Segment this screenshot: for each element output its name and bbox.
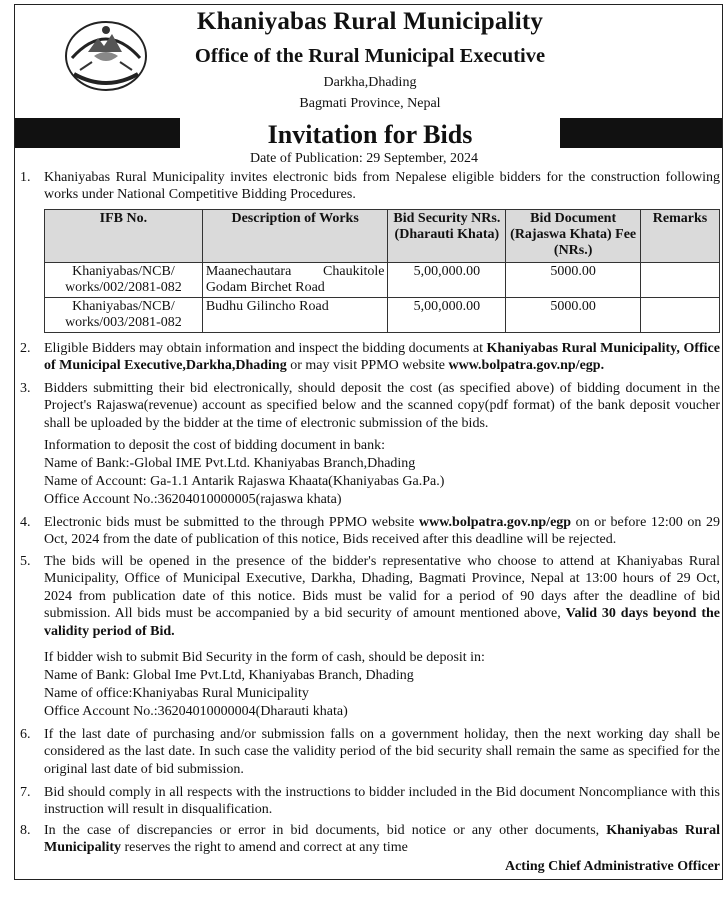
- office-title: Office of the Rural Municipal Executive: [194, 45, 546, 67]
- bids-table: [44, 209, 720, 333]
- clause-text: Khaniyabas Rural Municipality invites electronic bids from Nepalese eligible bidders for the construction following works under National Competitive Bidding Procedures.: [44, 170, 720, 203]
- remarks: [641, 263, 720, 298]
- document-fee: 5000.00: [506, 298, 641, 333]
- clause-text-bold: Khaniyabas Rural Municipality, Office of Municipal Executive,Darkha,Dhading: [44, 341, 720, 374]
- clause-text-part: or may visit PPMO website: [286, 358, 449, 374]
- col-ifb-no: IFB No.: [45, 210, 203, 263]
- ifb-number: Khaniyabas/NCB/ works/003/2081-082: [45, 298, 203, 333]
- cash-deposit-heading: If bidder wish to submit Bid Security in the form of cash, should be deposit in:: [44, 650, 485, 665]
- province-line: Bagmati Province, Nepal: [299, 96, 441, 111]
- clause-text-part: Eligible Bidders may obtain information and inspect the bidding documents at: [44, 341, 487, 356]
- clause-text: If the last date of purchasing and/or submission falls on a government holiday, then the next working day shall be considered as the last date. In such case the validity period of the bid security shall remain the same as specified for the original last date of bid submission.: [44, 727, 720, 777]
- clause-text-part: on or before 12:00 on 29 Oct, 2024 from the date of publication of this notice, Bids received after this deadline will be rejected.: [44, 515, 720, 548]
- clause-number: 8.: [20, 823, 31, 838]
- col-bid-document-fee: Bid Document (Rajaswa Khata) Fee (NRs.): [506, 210, 641, 263]
- bank-name: Name of Bank:-Global IME Pvt.Ltd. Khaniyabas Branch,Dhading: [44, 456, 416, 471]
- clause-text: [44, 514, 720, 549]
- remarks: [641, 298, 720, 333]
- work-description: Budhu Gilincho Road: [202, 298, 388, 333]
- clause-text: [44, 553, 720, 640]
- website-link: www.bolpatra.gov.np/egp.: [448, 358, 605, 374]
- clause-text-bold: Valid 30 days beyond the validity period of Bid.: [44, 606, 721, 639]
- bid-security: 5,00,000.00: [388, 298, 506, 333]
- ifb-number: Khaniyabas/NCB/ works/002/2081-082: [45, 263, 203, 298]
- bank-info-heading: Information to deposit the cost of bidding document in bank:: [44, 438, 385, 453]
- clause-text-part: In the case of discrepancies or error in bid documents, bid notice or any other documents,: [44, 823, 607, 838]
- bank-name: Name of Bank: Global Ime Pvt.Ltd, Khaniyabas Branch, Dhading: [44, 668, 414, 683]
- clause-text-part: Electronic bids must be submitted to the through PPMO website: [44, 515, 419, 530]
- nepal-emblem-icon: [58, 12, 154, 98]
- clause-text: Bidders submitting their bid electronically, should deposit the cost (as specified above) of bidding document in the Project's Rajaswa(revenue) account as specified below and the scanned copy(pdf format) of the bank deposit voucher shall be uploaded by the bidder at the time of electronic submission of the bids.: [44, 381, 720, 431]
- website-link: www.bolpatra.gov.np/egp: [418, 515, 572, 530]
- work-description: Maanechautara Chaukitole Godam Birchet Road: [202, 263, 388, 298]
- table-row: [45, 263, 720, 298]
- publication-date: Date of Publication: 29 September, 2024: [249, 151, 479, 166]
- clause-number: 4.: [20, 515, 31, 530]
- clause-number: 5.: [20, 554, 31, 569]
- clause-text: [44, 822, 720, 857]
- signatory: Acting Chief Administrative Officer: [504, 859, 720, 874]
- table-row: [45, 298, 720, 333]
- clause-text-bold: Khaniyabas Rural Municipality: [44, 823, 720, 856]
- clause-text-part: The bids will be opened in the presence of the bidder's representative who choose to attend at Khaniyabas Rural Municipality, Office of Municipal Executive, Darkha, Dhading, Bagmati Province, Nepal at 13:00 hours of 29 Oct, 2024 from publication date of this notice. Bids must be valid for a period of 90 days after the deadline of bid submission. All bids must be accompanied by a bid security of amount mentioned above,: [44, 554, 720, 622]
- col-description: Description of Works: [202, 210, 388, 263]
- clause-number: 3.: [20, 381, 31, 396]
- office-name: Name of office:Khaniyabas Rural Municipality: [44, 686, 309, 701]
- location-line: Darkha,Dhading: [323, 75, 417, 90]
- municipality-title: Khaniyabas Rural Municipality: [196, 8, 544, 35]
- account-number: Office Account No.:36204010000004(Dharauti khata): [44, 704, 348, 719]
- clause-text: Bid should comply in all respects with the instructions to bidder included in the Bid document Noncompliance with this instruction will result in disqualification.: [44, 785, 720, 818]
- clause-number: 7.: [20, 785, 31, 800]
- bid-security: 5,00,000.00: [388, 263, 506, 298]
- clause-text-part: reserves the right to amend and correct at any time: [121, 840, 408, 856]
- notice-title: Invitation for Bids: [180, 118, 560, 150]
- col-bid-security: Bid Security NRs. (Dharauti Khata): [388, 210, 506, 263]
- account-number: Office Account No.:36204010000005(rajaswa khata): [44, 492, 342, 507]
- col-remarks: Remarks: [641, 210, 720, 263]
- clause-text: [44, 340, 720, 375]
- clause-number: 6.: [20, 727, 31, 742]
- account-name: Name of Account: Ga-1.1 Antarik Rajaswa Khaata(Khaniyabas Ga.Pa.): [44, 474, 445, 489]
- clause-number: 1.: [20, 170, 31, 185]
- table-header-row: [45, 210, 720, 263]
- clause-number: 2.: [20, 341, 31, 356]
- document-fee: 5000.00: [506, 263, 641, 298]
